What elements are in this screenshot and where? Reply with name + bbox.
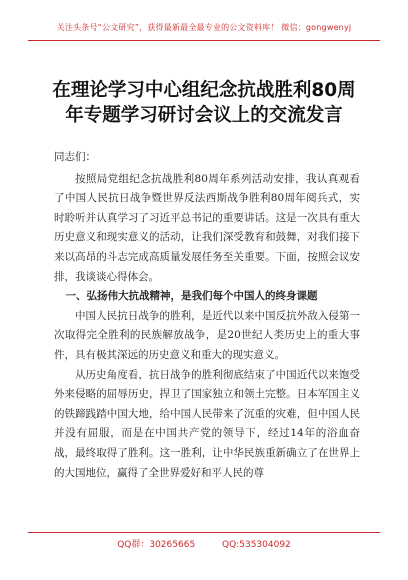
title-line-1: 在理论学习中心组纪念抗战胜利80周 [52, 80, 356, 101]
footer [0, 537, 408, 550]
title-line-2: 年专题学习研讨会议上的交流发言 [65, 105, 343, 126]
paragraph-victory: 中国人民抗日战争的胜利，是近代以来中国反抗外敌入侵第一次取得完全胜利的民族解放战争，是20世纪人类历史上的重大事件，具有极其深远的历史意义和重大的现实意义。 [54, 309, 360, 361]
footer-qq-group: QQ群：30265665 [117, 540, 196, 550]
document-body [54, 148, 360, 483]
section-heading-1: 一、弘扬伟大抗战精神，是我们每个中国人的终身课题 [65, 290, 318, 303]
footer-divider [28, 532, 380, 533]
document-title [30, 78, 378, 128]
header-banner: 关注头条号“公文研究”，获得最新最全最专业的公文资料库！ 微信：gongwenyj [56, 23, 352, 32]
paragraph-history: 从历史角度看，抗日战争的胜利彻底结束了中国近代以来饱受外来侵略的屈辱历史，捍卫了国家独立和领土完整。日本军国主义的铁蹄践踏中国大地，给中国人民带来了沉重的灾难，但中国人民并没有屈服，而是在中国共产党的领导下，经过14年的浴血奋战，最终取得了胜利。这一胜利，让中华民族重新确立了在世界上的大国地位，赢得了全世界爱好和平人民的尊 [54, 368, 360, 479]
salutation: 同志们： [54, 151, 96, 163]
paragraph-intro: 按照局党组纪念抗战胜利80周年系列活动安排，我认真观看了中国人民抗日战争暨世界反法西斯战争胜利80周年阅兵式，实时聆听并认真学习了习近平总书记的重要讲话。这是一次具有重大历史意义和现实意义的活动，让我们深受教育和鼓舞，对我们接下来以高昂的斗志完成高质量发展任务至关重要。下面，按照会议安排，我谈谈心得体会。 [54, 172, 360, 283]
footer-qq-number: QQ:535304092 [222, 540, 291, 550]
header-divider [28, 40, 380, 41]
